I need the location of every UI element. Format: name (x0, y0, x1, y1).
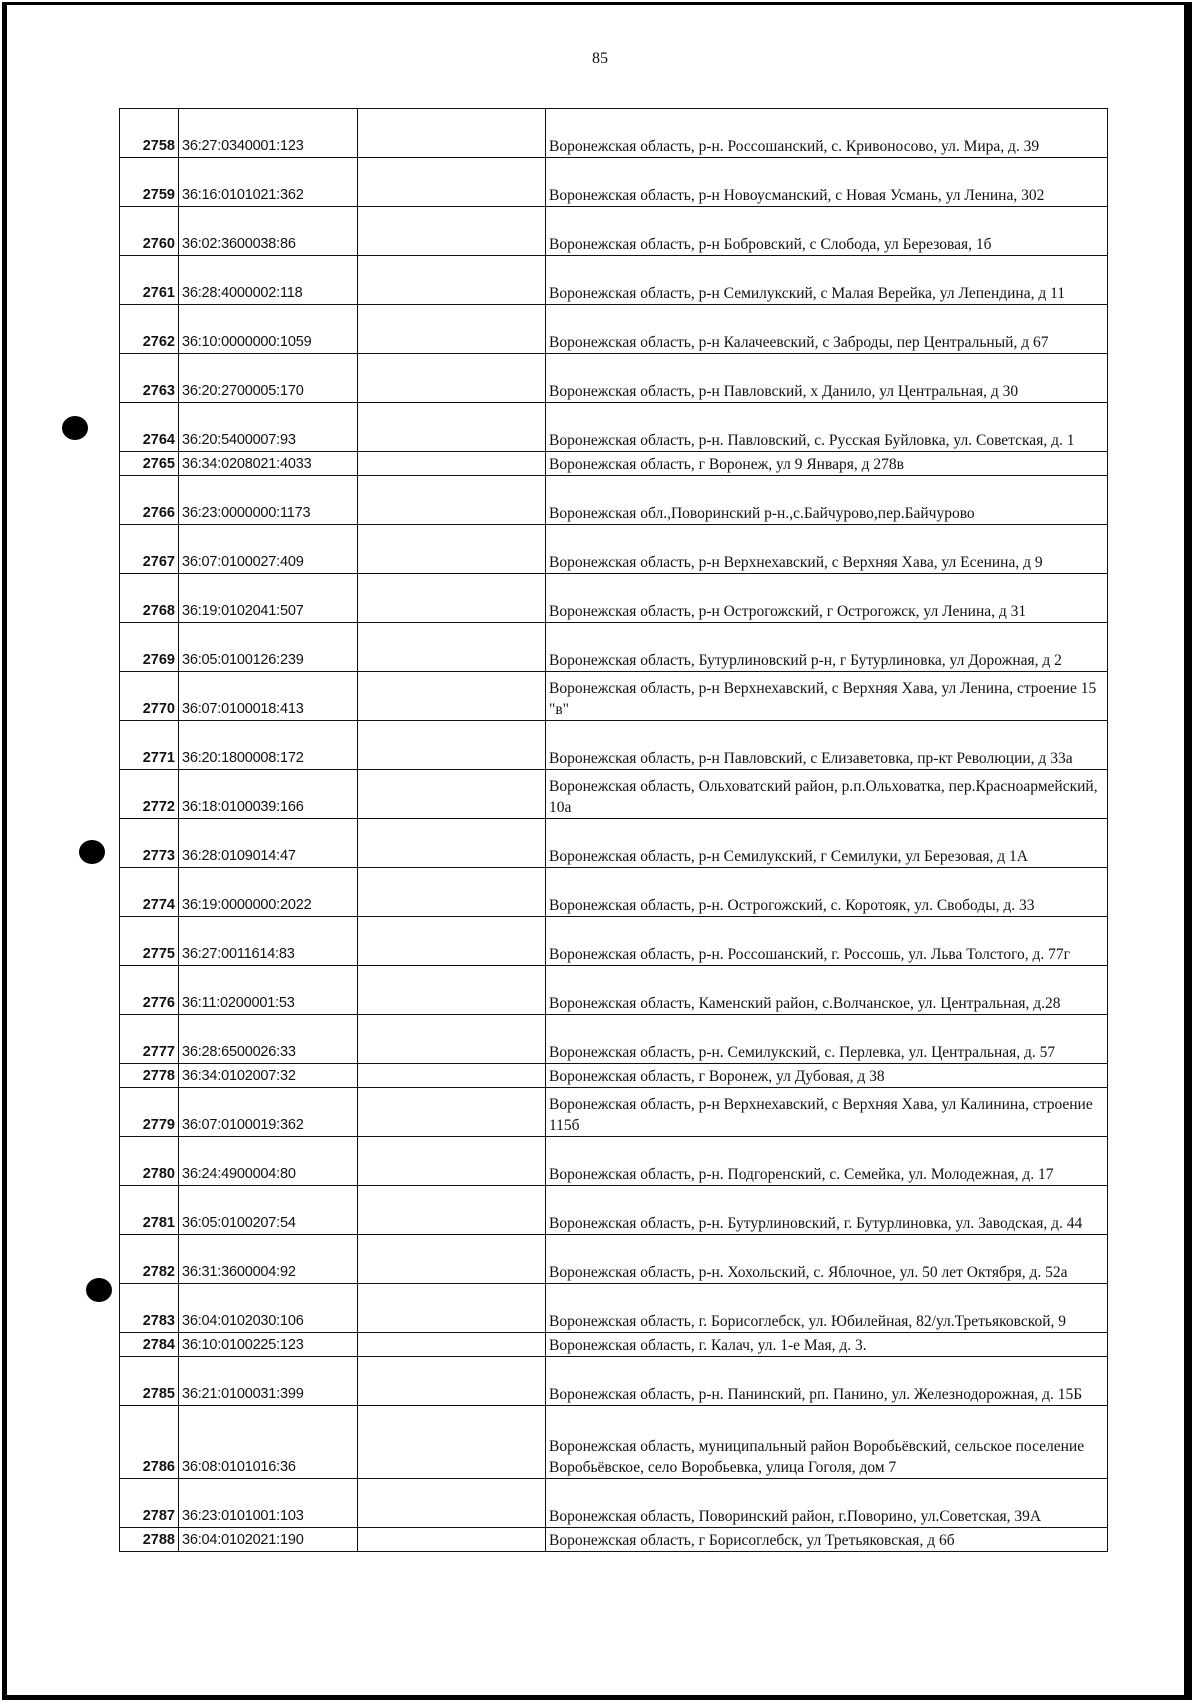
row-number: 2759 (120, 158, 179, 207)
empty-cell (358, 721, 546, 770)
cadastral-number: 36:27:0011614:83 (179, 917, 358, 966)
cadastral-number: 36:02:3600038:86 (179, 207, 358, 256)
table-row (120, 1064, 1108, 1088)
cadastral-number: 36:19:0102041:507 (179, 574, 358, 623)
table-row (120, 1333, 1108, 1357)
cadastral-number: 36:19:0000000:2022 (179, 868, 358, 917)
empty-cell (358, 305, 546, 354)
empty-cell (358, 1186, 546, 1235)
empty-cell (358, 256, 546, 305)
row-number: 2764 (120, 403, 179, 452)
empty-cell (358, 966, 546, 1015)
address: Воронежская область, р-н. Бутурлиновский, г. Бутурлиновка, ул. Заводская, д. 44 (546, 1186, 1108, 1235)
address: Воронежская область, Каменский район, с.Волчанское, ул. Центральная, д.28 (546, 966, 1108, 1015)
table-row (120, 109, 1108, 158)
address: Воронежская область, Бутурлиновский р-н, г Бутурлиновка, ул Дорожная, д 2 (546, 623, 1108, 672)
table-row (120, 623, 1108, 672)
address: Воронежская область, р-н Острогожский, г Острогожск, ул Ленина, д 31 (546, 574, 1108, 623)
table-row (120, 966, 1108, 1015)
cadastral-number: 36:10:0100225:123 (179, 1333, 358, 1357)
table-row (120, 1357, 1108, 1406)
address: Воронежская область, г. Калач, ул. 1-е Мая, д. 3. (546, 1333, 1108, 1357)
table-row (120, 868, 1108, 917)
empty-cell (358, 452, 546, 476)
cadastral-number: 36:28:4000002:118 (179, 256, 358, 305)
punch-hole-mark (62, 416, 88, 440)
address: Воронежская область, г Воронеж, ул 9 Января, д 278в (546, 452, 1108, 476)
table-row (120, 1406, 1108, 1479)
cadastral-number: 36:23:0000000:1173 (179, 476, 358, 525)
table-row (120, 158, 1108, 207)
address: Воронежская обл.,Поворинский р-н.,с.Байчурово,пер.Байчурово (546, 476, 1108, 525)
empty-cell (358, 525, 546, 574)
registry-table (119, 108, 1108, 1552)
empty-cell (358, 1406, 546, 1479)
cadastral-number: 36:20:2700005:170 (179, 354, 358, 403)
empty-cell (358, 770, 546, 819)
cadastral-number: 36:05:0100126:239 (179, 623, 358, 672)
cadastral-number: 36:24:4900004:80 (179, 1137, 358, 1186)
table-row (120, 1235, 1108, 1284)
row-number: 2775 (120, 917, 179, 966)
table-row (120, 574, 1108, 623)
empty-cell (358, 207, 546, 256)
cadastral-number: 36:34:0102007:32 (179, 1064, 358, 1088)
address: Воронежская область, р-н. Россошанский, г. Россошь, ул. Льва Толстого, д. 77г (546, 917, 1108, 966)
address: Воронежская область, р-н. Россошанский, с. Кривоносово, ул. Мира, д. 39 (546, 109, 1108, 158)
row-number: 2780 (120, 1137, 179, 1186)
punch-hole-mark (79, 840, 105, 864)
row-number: 2765 (120, 452, 179, 476)
address: Воронежская область, Ольховатский район, р.п.Ольховатка, пер.Красноармейский, 10а (546, 770, 1108, 819)
row-number: 2784 (120, 1333, 179, 1357)
address: Воронежская область, р-н. Подгоренский, с. Семейка, ул. Молодежная, д. 17 (546, 1137, 1108, 1186)
address: Воронежская область, р-н. Панинский, рп. Панино, ул. Железнодорожная, д. 15Б (546, 1357, 1108, 1406)
row-number: 2772 (120, 770, 179, 819)
address: Воронежская область, р-н. Семилукский, с. Перлевка, ул. Центральная, д. 57 (546, 1015, 1108, 1064)
empty-cell (358, 109, 546, 158)
cadastral-number: 36:18:0100039:166 (179, 770, 358, 819)
row-number: 2787 (120, 1479, 179, 1528)
address: Воронежская область, г Борисоглебск, ул Третьяковская, д 6б (546, 1528, 1108, 1552)
empty-cell (358, 476, 546, 525)
row-number: 2766 (120, 476, 179, 525)
address: Воронежская область, р-н Павловский, х Данило, ул Центральная, д 30 (546, 354, 1108, 403)
address: Воронежская область, р-н Семилукский, г Семилуки, ул Березовая, д 1А (546, 819, 1108, 868)
punch-hole-mark (86, 1278, 112, 1302)
cadastral-number: 36:05:0100207:54 (179, 1186, 358, 1235)
cadastral-number: 36:07:0100019:362 (179, 1088, 358, 1137)
empty-cell (358, 574, 546, 623)
row-number: 2783 (120, 1284, 179, 1333)
row-number: 2763 (120, 354, 179, 403)
cadastral-number: 36:04:0102030:106 (179, 1284, 358, 1333)
empty-cell (358, 1137, 546, 1186)
table-row (120, 354, 1108, 403)
table-row (120, 672, 1108, 721)
row-number: 2776 (120, 966, 179, 1015)
table-row (120, 1479, 1108, 1528)
row-number: 2774 (120, 868, 179, 917)
empty-cell (358, 1088, 546, 1137)
address: Воронежская область, р-н Верхнехавский, с Верхняя Хава, ул Калинина, строение 115б (546, 1088, 1108, 1137)
cadastral-number: 36:34:0208021:4033 (179, 452, 358, 476)
empty-cell (358, 1357, 546, 1406)
row-number: 2785 (120, 1357, 179, 1406)
empty-cell (358, 1064, 546, 1088)
table-row (120, 1137, 1108, 1186)
empty-cell (358, 1528, 546, 1552)
row-number: 2758 (120, 109, 179, 158)
address: Воронежская область, р-н Калачеевский, с Заброды, пер Центральный, д 67 (546, 305, 1108, 354)
row-number: 2778 (120, 1064, 179, 1088)
table-row (120, 1015, 1108, 1064)
table-row (120, 403, 1108, 452)
address: Воронежская область, р-н Верхнехавский, с Верхняя Хава, ул Есенина, д 9 (546, 525, 1108, 574)
table-row (120, 207, 1108, 256)
row-number: 2773 (120, 819, 179, 868)
empty-cell (358, 917, 546, 966)
address: Воронежская область, г Воронеж, ул Дубовая, д 38 (546, 1064, 1108, 1088)
table-row (120, 770, 1108, 819)
row-number: 2770 (120, 672, 179, 721)
empty-cell (358, 1235, 546, 1284)
cadastral-number: 36:07:0100027:409 (179, 525, 358, 574)
cadastral-number: 36:28:0109014:47 (179, 819, 358, 868)
table-row (120, 525, 1108, 574)
empty-cell (358, 623, 546, 672)
empty-cell (358, 403, 546, 452)
empty-cell (358, 1015, 546, 1064)
address: Воронежская область, муниципальный район Воробьёвский, сельское поселение Воробьёвское, село Воробьевка, улица Гоголя, дом 7 (546, 1406, 1108, 1479)
row-number: 2788 (120, 1528, 179, 1552)
row-number: 2782 (120, 1235, 179, 1284)
cadastral-number: 36:27:0340001:123 (179, 109, 358, 158)
row-number: 2781 (120, 1186, 179, 1235)
table-row (120, 819, 1108, 868)
cadastral-number: 36:10:0000000:1059 (179, 305, 358, 354)
table-row (120, 917, 1108, 966)
cadastral-number: 36:11:0200001:53 (179, 966, 358, 1015)
cadastral-number: 36:28:6500026:33 (179, 1015, 358, 1064)
row-number: 2777 (120, 1015, 179, 1064)
row-number: 2779 (120, 1088, 179, 1137)
cadastral-number: 36:20:1800008:172 (179, 721, 358, 770)
address: Воронежская область, р-н Верхнехавский, с Верхняя Хава, ул Ленина, строение 15 "в" (546, 672, 1108, 721)
empty-cell (358, 819, 546, 868)
cadastral-number: 36:21:0100031:399 (179, 1357, 358, 1406)
empty-cell (358, 1284, 546, 1333)
table-row (120, 305, 1108, 354)
address: Воронежская область, р-н Бобровский, с Слобода, ул Березовая, 1б (546, 207, 1108, 256)
page-number: 85 (592, 50, 608, 67)
table-row (120, 1284, 1108, 1333)
cadastral-number: 36:20:5400007:93 (179, 403, 358, 452)
cadastral-number: 36:08:0101016:36 (179, 1406, 358, 1479)
empty-cell (358, 158, 546, 207)
table-row (120, 1186, 1108, 1235)
cadastral-number: 36:23:0101001:103 (179, 1479, 358, 1528)
address: Воронежская область, р-н. Острогожский, с. Коротояк, ул. Свободы, д. 33 (546, 868, 1108, 917)
cadastral-number: 36:07:0100018:413 (179, 672, 358, 721)
table-row (120, 1528, 1108, 1552)
table-row (120, 452, 1108, 476)
row-number: 2760 (120, 207, 179, 256)
empty-cell (358, 354, 546, 403)
empty-cell (358, 868, 546, 917)
cadastral-number: 36:04:0102021:190 (179, 1528, 358, 1552)
row-number: 2786 (120, 1406, 179, 1479)
row-number: 2767 (120, 525, 179, 574)
row-number: 2761 (120, 256, 179, 305)
registry-body (120, 109, 1108, 1552)
address: Воронежская область, р-н. Павловский, с. Русская Буйловка, ул. Советская, д. 1 (546, 403, 1108, 452)
row-number: 2762 (120, 305, 179, 354)
empty-cell (358, 1333, 546, 1357)
address: Воронежская область, р-н Семилукский, с Малая Верейка, ул Лепендина, д 11 (546, 256, 1108, 305)
cadastral-number: 36:31:3600004:92 (179, 1235, 358, 1284)
cadastral-number: 36:16:0101021:362 (179, 158, 358, 207)
row-number: 2771 (120, 721, 179, 770)
empty-cell (358, 672, 546, 721)
address: Воронежская область, р-н Новоусманский, с Новая Усмань, ул Ленина, 302 (546, 158, 1108, 207)
table-row (120, 721, 1108, 770)
table-row (120, 1088, 1108, 1137)
table-row (120, 256, 1108, 305)
table-row (120, 476, 1108, 525)
address: Воронежская область, г. Борисоглебск, ул. Юбилейная, 82/ул.Третьяковской, 9 (546, 1284, 1108, 1333)
address: Воронежская область, р-н Павловский, с Елизаветовка, пр-кт Революции, д 33а (546, 721, 1108, 770)
row-number: 2769 (120, 623, 179, 672)
address: Воронежская область, Поворинский район, г.Поворино, ул.Советская, 39А (546, 1479, 1108, 1528)
address: Воронежская область, р-н. Хохольский, с. Яблочное, ул. 50 лет Октября, д. 52а (546, 1235, 1108, 1284)
empty-cell (358, 1479, 546, 1528)
row-number: 2768 (120, 574, 179, 623)
